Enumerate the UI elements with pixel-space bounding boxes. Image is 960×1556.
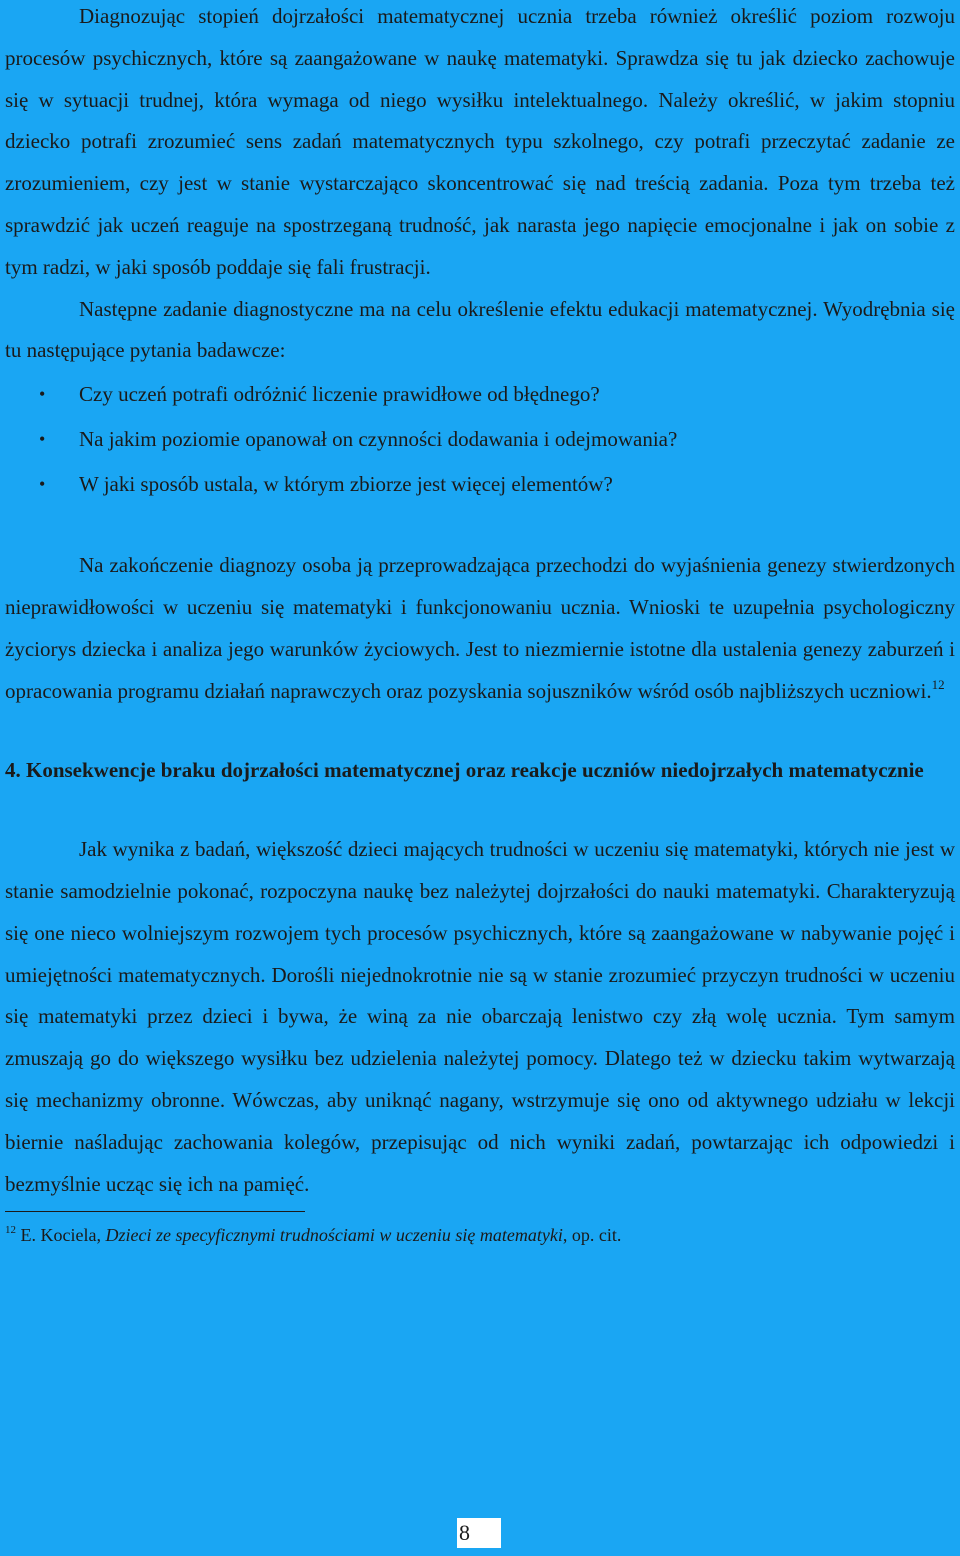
question-text: Na jakim poziomie opanował on czynności dodawania i odejmowania? xyxy=(79,427,678,452)
bullet-icon: • xyxy=(39,384,46,405)
list-item xyxy=(5,462,955,507)
spacer xyxy=(5,712,955,750)
list-item xyxy=(5,417,955,462)
question-text: W jaki sposób ustala, w którym zbiorze jest więcej elementów? xyxy=(79,472,613,497)
question-text: Czy uczeń potrafi odróżnić liczenie prawidłowe od błędnego? xyxy=(79,382,600,407)
document-page xyxy=(5,0,955,1248)
footnote-author: E. Kociela, xyxy=(20,1225,101,1246)
page-number: 8 xyxy=(457,1518,501,1548)
footnote-title: Dzieci ze specyficznymi trudnościami w uczeniu się matematyki xyxy=(105,1225,563,1246)
section-heading: 4. Konsekwencje braku dojrzałości matematycznej oraz reakcje uczniów niedojrzałych matematycznie xyxy=(5,758,924,783)
footnote xyxy=(5,1222,955,1248)
spacer xyxy=(5,792,955,829)
footnote-reference[interactable]: 12 xyxy=(931,676,945,692)
paragraph-diagnosis-conclusion xyxy=(5,545,955,712)
bullet-icon: • xyxy=(39,429,46,450)
paragraph-text: Na zakończenie diagnozy osoba ją przeprowadzająca przechodzi do wyjaśnienia genezy stwierdzonych nieprawidłowości w uczeniu się matematyki i funkcjonowaniu ucznia. Wnioski te uzupełnia psychologiczny życiorys dziecka i analiza jego warunków życiowych. Jest to niezmiernie istotne dla ustalenia genezy zaburzeń i opracowania programu działań naprawczych oraz pozyskania sojuszników wśród osób najbliższych uczniowi. xyxy=(5,553,955,703)
footnote-number: 12 xyxy=(5,1224,16,1237)
footnote-suffix: , op. cit. xyxy=(562,1225,622,1246)
research-questions-list xyxy=(5,372,955,507)
footnote-divider xyxy=(5,1211,305,1212)
paragraph-diagnostic-task: Następne zadanie diagnostyczne ma na celu określenie efektu edukacji matematycznej. Wyodrębnia się tu następujące pytania badawcze: xyxy=(5,296,955,363)
paragraph-diagnosis-processes: Diagnozując stopień dojrzałości matematycznej ucznia trzeba również określić poziom rozwoju procesów psychicznych, które są zaangażowane w naukę matematyki. Sprawdza się tu jak dziecko zachowuje się w sytuacji trudnej, która wymaga od niego wysiłku intelektualnego. Należy określić, w jakim stopniu dziecko potrafi zrozumieć sens zadań matematycznych typu szkolnego, czy potrafi przeczytać zadanie ze zrozumieniem, czy jest w stanie wystarczająco skoncentrować się nad treścią zadania. Poza tym trzeba też sprawdzić jak uczeń reaguje na spostrzeganą trudność, jak narasta jego napięcie emocjonalne i jak on sobie z tym radzi, w jaki sposób poddaje się fali frustracji. xyxy=(5,4,955,279)
paragraph-consequences: Jak wynika z badań, większość dzieci mających trudności w uczeniu się matematyki, których nie jest w stanie samodzielnie pokonać, rozpoczyna naukę bez należytej dojrzałości do nauki matematyki. Charakteryzują się one nieco wolniejszym rozwojem tych procesów psychicznych, które są zaangażowane w nabywanie pojęć i umiejętności matematycznych. Dorośli niejednokrotnie nie są w stanie zrozumieć przyczyn trudności w uczeniu się matematyki przez dzieci i bywa, że winą za nie obarczają lenistwo czy złą wolę ucznia. Tym samym zmuszają go do większego wysiłku bez udzielenia należytej pomocy. Dlatego też w dziecku takim wytwarzają się mechanizmy obronne. Wówczas, aby uniknąć nagany, wstrzymuje się ono od aktywnego udziału w lekcji biernie naśladując zachowania kolegów, przepisując od nich wyniki zadań, powtarzając ich odpowiedzi i bezmyślnie ucząc się ich na pamięć. xyxy=(5,837,955,1196)
bullet-icon: • xyxy=(39,474,46,495)
list-item xyxy=(5,372,955,417)
spacer xyxy=(5,507,955,545)
